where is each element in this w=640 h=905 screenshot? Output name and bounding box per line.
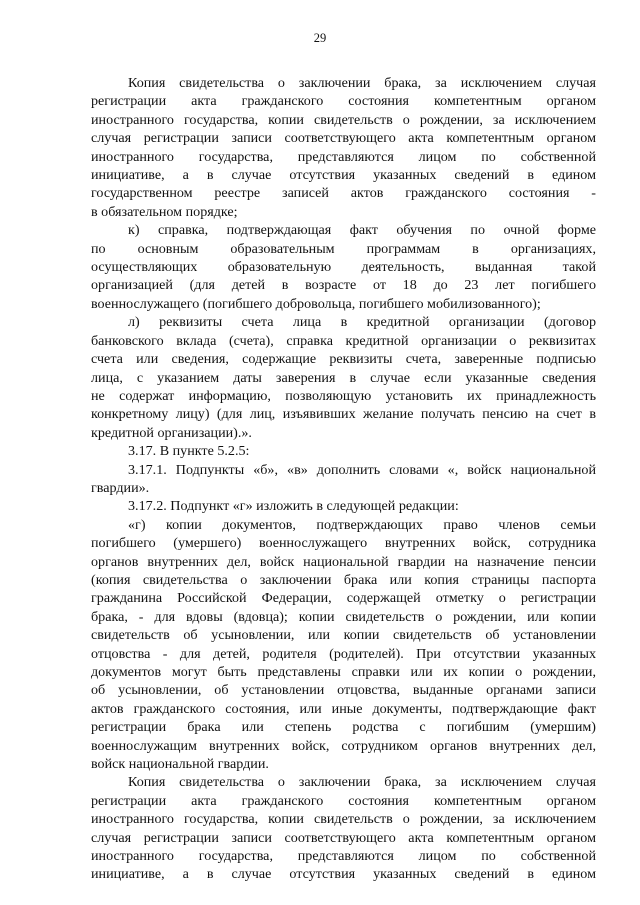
text-line: л) реквизиты счета лица в кредитной организации (договор <box>128 314 596 331</box>
text-line: инициативе, а в случае отсутствия указанных сведений в едином <box>91 167 596 184</box>
text-line: 3.17. В пункте 5.2.5: <box>128 443 250 460</box>
text-line: регистрации акта гражданского состояния компетентным органом <box>91 93 596 110</box>
text-line: счета или сведения, содержащие реквизиты счета, заверенные подписью <box>91 351 596 368</box>
text-line: инициативе, а в случае отсутствия указанных сведений в едином <box>91 866 596 883</box>
text-line: банковского вклада (счета), справка кредитной организации о реквизитах <box>91 332 596 349</box>
text-line: актов гражданского состояния, или иные документы, подтверждающие факт <box>91 700 596 717</box>
text-line: по основным образовательным программам в организациях, <box>91 240 596 257</box>
text-line: иностранного государства, копии свидетельств о рождении, за исключением <box>91 811 596 828</box>
text-line: к) справка, подтверждающая факт обучения по очной форме <box>128 222 596 239</box>
text-line: иностранного государства, представляются лицом по собственной <box>91 148 596 165</box>
text-line: иностранного государства, копии свидетельств о рождении, за исключением <box>91 111 596 128</box>
text-line: погибшего (умершего) военнослужащего внутренних войск, сотрудника <box>91 535 596 552</box>
text-line: гражданина Российской Федерации, содержащей отметку о регистрации <box>91 590 596 607</box>
text-line: об усыновлении, об установлении отцовства, выданные органами записи <box>91 682 596 699</box>
text-line: «г) копии документов, подтверждающих право членов семьи <box>128 516 596 533</box>
text-line: регистрации брака или степень родства с погибшим (умершим) <box>91 719 596 736</box>
text-line: военнослужащего (погибшего добровольца, погибшего мобилизованного); <box>91 295 541 312</box>
text-line: (копия свидетельства о заключении брака или копия страницы паспорта <box>91 571 596 588</box>
text-line: Копия свидетельства о заключении брака, за исключением случая <box>128 774 596 791</box>
text-line: Копия свидетельства о заключении брака, за исключением случая <box>128 75 596 91</box>
text-line: свидетельств об усыновлении, или копии свидетельств об установлении <box>91 627 596 644</box>
text-line: 3.17.1. Подпункты «б», «в» дополнить словами «, войск национальной <box>128 461 596 478</box>
text-line: случая регистрации записи соответствующего акта компетентным органом <box>91 130 596 147</box>
text-line: организацией (для детей в возрасте от 18 до 23 лет погибшего <box>91 277 596 294</box>
text-line: брака, - для вдовы (вдовца); копии свидетельств о рождении, или копии <box>91 608 596 625</box>
text-line: не содержат информацию, позволяющую установить их принадлежность <box>91 387 596 404</box>
text-line: регистрации акта гражданского состояния компетентным органом <box>91 792 596 809</box>
text-line: государственном реестре записей актов гражданского состояния - <box>91 185 596 202</box>
text-line: военнослужащим внутренних войск, сотрудником органов внутренних дел, <box>91 737 596 754</box>
document-body <box>91 74 596 884</box>
text-line: органов внутренних дел, войск национальной гвардии на назначение пенсии <box>91 553 596 570</box>
text-line: документов могут быть представлены справки или их копии о рождении, <box>91 664 596 680</box>
text-line: войск национальной гвардии. <box>91 756 269 773</box>
text-line: 3.17.2. Подпункт «г» изложить в следующей редакции: <box>128 498 459 515</box>
text-line: лица, с указанием даты заверения в случае если указанные сведения <box>91 369 596 386</box>
text-line: конкретному лицу) (для лиц, изъявивших желание получать пенсию на счет в <box>91 406 596 423</box>
text-line: кредитной организации).». <box>91 424 252 441</box>
text-line: осуществляющих образовательную деятельность, выданная такой <box>91 259 596 276</box>
text-line: отцовства - для детей, родителя (родителей). При отсутствии указанных <box>91 645 596 662</box>
text-line: в обязательном порядке; <box>91 203 238 220</box>
text-line: гвардии». <box>91 479 150 496</box>
text-line: иностранного государства, представляются лицом по собственной <box>91 848 596 865</box>
text-line: случая регистрации записи соответствующего акта компетентным органом <box>91 829 596 846</box>
page-number: 29 <box>313 31 327 45</box>
